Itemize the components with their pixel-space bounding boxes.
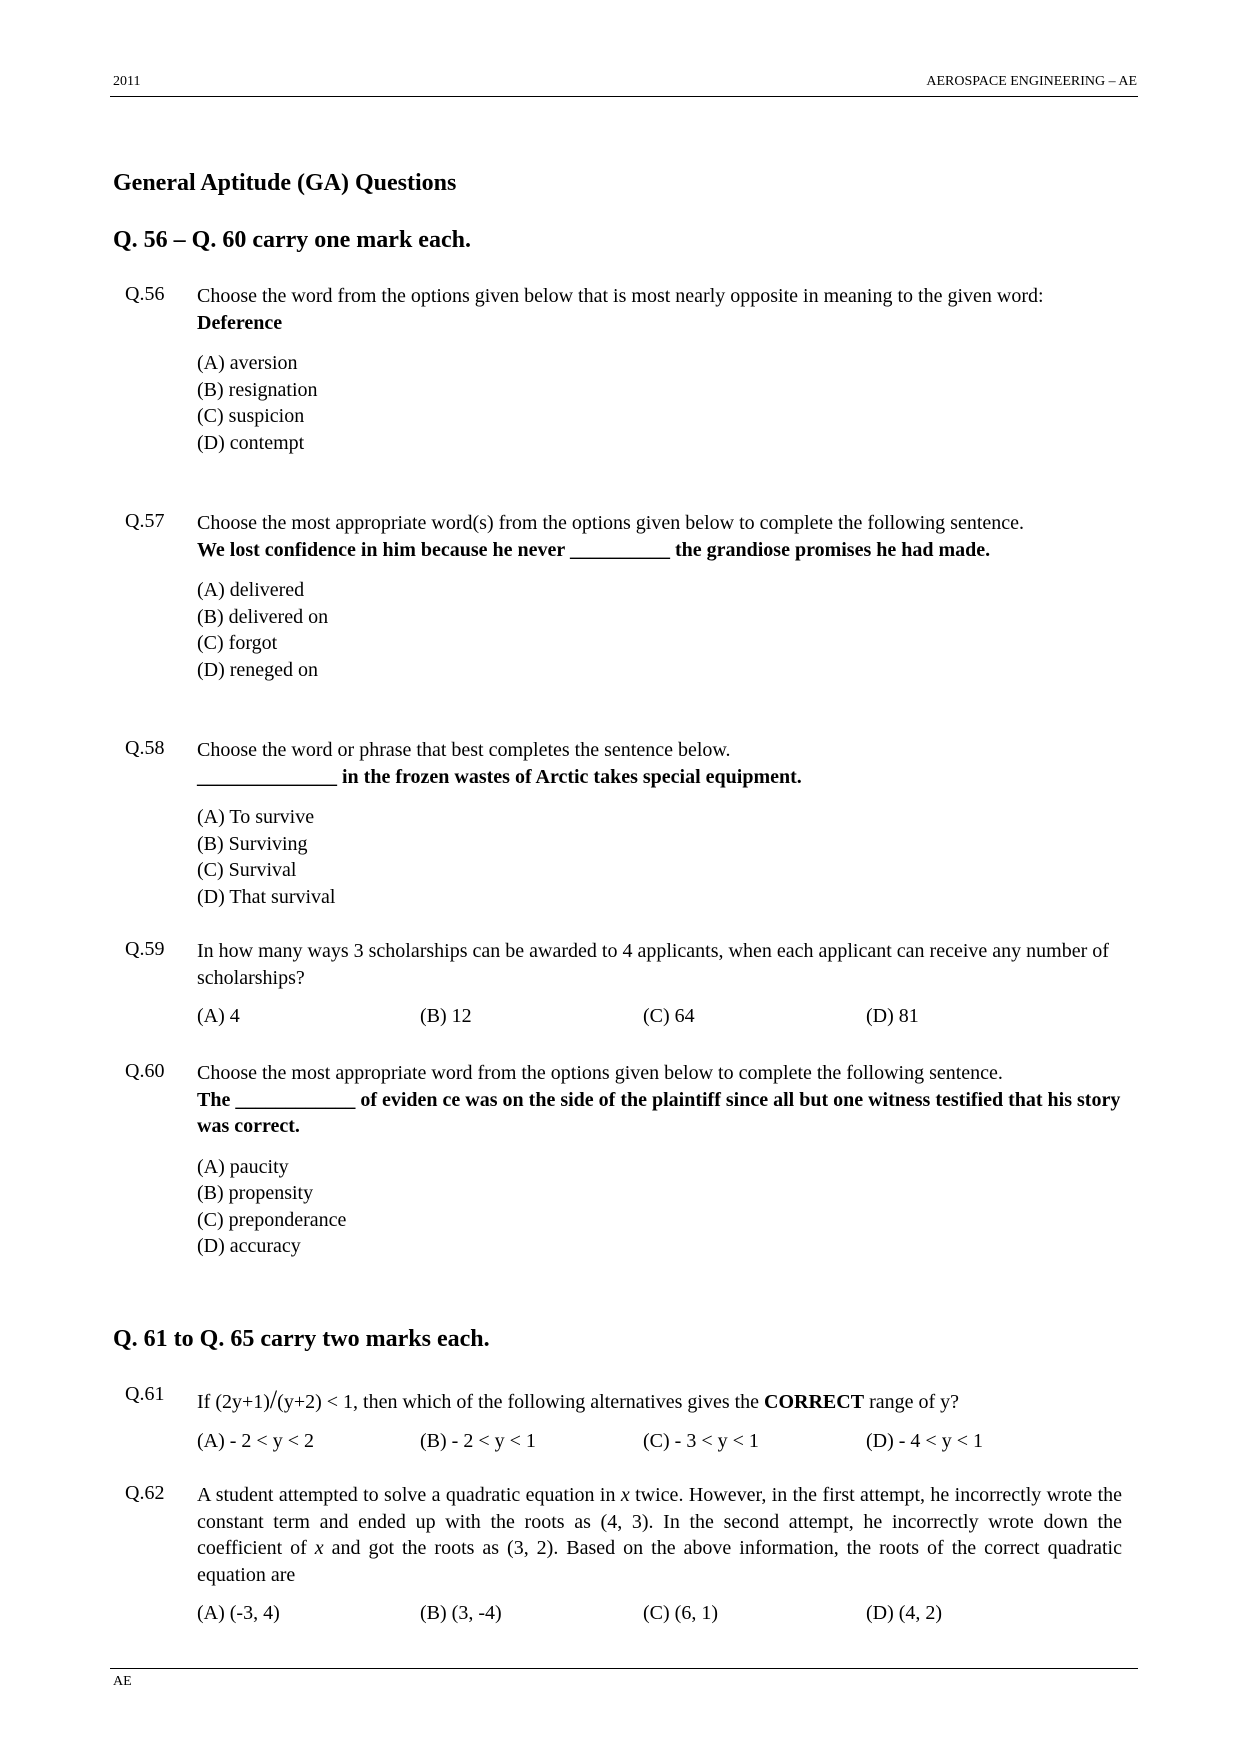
q61-fraction-slash: / [269, 1385, 278, 1414]
footer-rule [110, 1668, 1138, 1669]
header-subject: AEROSPACE ENGINEERING – AE [926, 74, 1137, 89]
q57-option-c: (C) forgot [197, 632, 278, 654]
q59-option-b: (B) 12 [420, 1005, 472, 1027]
q58-option-a: (A) To survive [197, 806, 315, 828]
q61-option-b: (B) - 2 < y < 1 [420, 1429, 536, 1452]
q62-variable-x: x [620, 1484, 630, 1506]
header-rule [110, 96, 1138, 97]
q57-stem: Choose the most appropriate word(s) from the options given below to complete the following sentence. [197, 512, 1025, 534]
q62-variable-x-2: x [314, 1537, 324, 1559]
q62-stem-part-3: and got the roots as (3, 2). Based on the above information, the roots of the correct quadratic equation are [197, 1537, 1122, 1586]
q56-block [197, 283, 1122, 456]
q56-options [197, 350, 1122, 456]
q56-option-d: (D) contempt [197, 431, 305, 454]
section-title-ga: General Aptitude (GA) Questions [113, 170, 457, 196]
q57-option-a: (A) delivered [197, 579, 305, 601]
q60-option-d: (D) accuracy [197, 1235, 301, 1257]
q56-stem: Choose the word from the options given below that is most nearly opposite in meaning to the given word: [197, 285, 1044, 307]
q60-number: Q.60 [125, 1060, 165, 1082]
q58-sentence: ______________ in the frozen wastes of Arctic takes special equipment. [197, 765, 802, 788]
q56-option-b: (B) resignation [197, 378, 318, 401]
q60-option-a: (A) paucity [197, 1155, 289, 1178]
q59-option-d: (D) 81 [866, 1005, 919, 1027]
q61-option-a: (A) - 2 < y < 2 [197, 1429, 314, 1452]
q62-stem-part-2: twice. However, in the first attempt, he incorrectly wrote the constant term and ended up with the roots as (4, 3). In the second attempt, he incorrectly wrote down the coefficient of [197, 1484, 1122, 1559]
q60-option-b: (B) propensity [197, 1182, 314, 1204]
q59-stem: In how many ways 3 scholarships can be awarded to 4 applicants, when each applicant can receive any number of scholarships? [197, 940, 1109, 989]
q57-option-b: (B) delivered on [197, 605, 329, 628]
q62-option-b: (B) (3, -4) [420, 1602, 502, 1624]
q58-option-c: (C) Survival [197, 859, 297, 881]
q62-option-c: (C) (6, 1) [643, 1602, 718, 1624]
q59-option-a: (A) 4 [197, 1005, 240, 1027]
q61-stem-post: range of y? [864, 1391, 960, 1413]
q56-word: Deference [197, 311, 283, 334]
q58-stem: Choose the word or phrase that best completes the sentence below. [197, 739, 731, 761]
q57-option-d: (D) reneged on [197, 658, 319, 681]
q56-option-c: (C) suspicion [197, 405, 305, 427]
q62-block [197, 1482, 1122, 1627]
q58-options [197, 804, 1122, 910]
q62-number: Q.62 [125, 1482, 165, 1504]
q62-stem [197, 1482, 1122, 1588]
q58-option-d: (D) That survival [197, 885, 336, 908]
q61-stem-bold: CORRECT [764, 1391, 865, 1413]
q61-stem [197, 1387, 1122, 1416]
q61-stem-pre: If (2y+1) [197, 1391, 270, 1413]
q61-block [197, 1387, 1122, 1454]
q60-options [197, 1154, 1122, 1260]
q61-stem-mid: (y+2) < 1, then which of the following alternatives gives the [277, 1391, 765, 1413]
q57-number: Q.57 [125, 510, 165, 532]
q62-options [197, 1600, 1122, 1627]
section-two-mark: Q. 61 to Q. 65 carry two marks each. [113, 1326, 490, 1352]
q62-option-a: (A) (-3, 4) [197, 1602, 280, 1624]
q56-option-a: (A) aversion [197, 352, 298, 374]
q60-sentence: The ____________ of eviden ce was on the side of the plaintiff since all but one witness testified that his story was correct. [197, 1088, 1121, 1137]
q62-option-d: (D) (4, 2) [866, 1602, 943, 1624]
q58-option-b: (B) Surviving [197, 832, 308, 855]
q60-stem: Choose the most appropriate word from the options given below to complete the following sentence. [197, 1062, 1003, 1084]
q58-block [197, 737, 1122, 910]
q61-number: Q.61 [125, 1383, 165, 1405]
header-year: 2011 [113, 74, 141, 89]
q57-block [197, 510, 1122, 683]
q59-block [197, 938, 1122, 1030]
q59-number: Q.59 [125, 938, 165, 960]
q61-options [197, 1428, 1122, 1455]
section-one-mark: Q. 56 – Q. 60 carry one mark each. [113, 227, 471, 253]
q57-sentence: We lost confidence in him because he never __________ the grandiose promises he had made. [197, 538, 991, 561]
q62-stem-part-1: A student attempted to solve a quadratic equation in [197, 1484, 621, 1506]
q58-number: Q.58 [125, 737, 165, 759]
footer-code: AE [113, 1674, 132, 1689]
q60-block [197, 1060, 1122, 1260]
q61-option-c: (C) - 3 < y < 1 [643, 1429, 759, 1452]
q59-options [197, 1003, 1122, 1030]
q57-options [197, 577, 1122, 683]
q61-option-d: (D) - 4 < y < 1 [866, 1429, 983, 1452]
q60-option-c: (C) preponderance [197, 1208, 347, 1231]
q59-option-c: (C) 64 [643, 1005, 695, 1027]
q56-number: Q.56 [125, 283, 165, 305]
